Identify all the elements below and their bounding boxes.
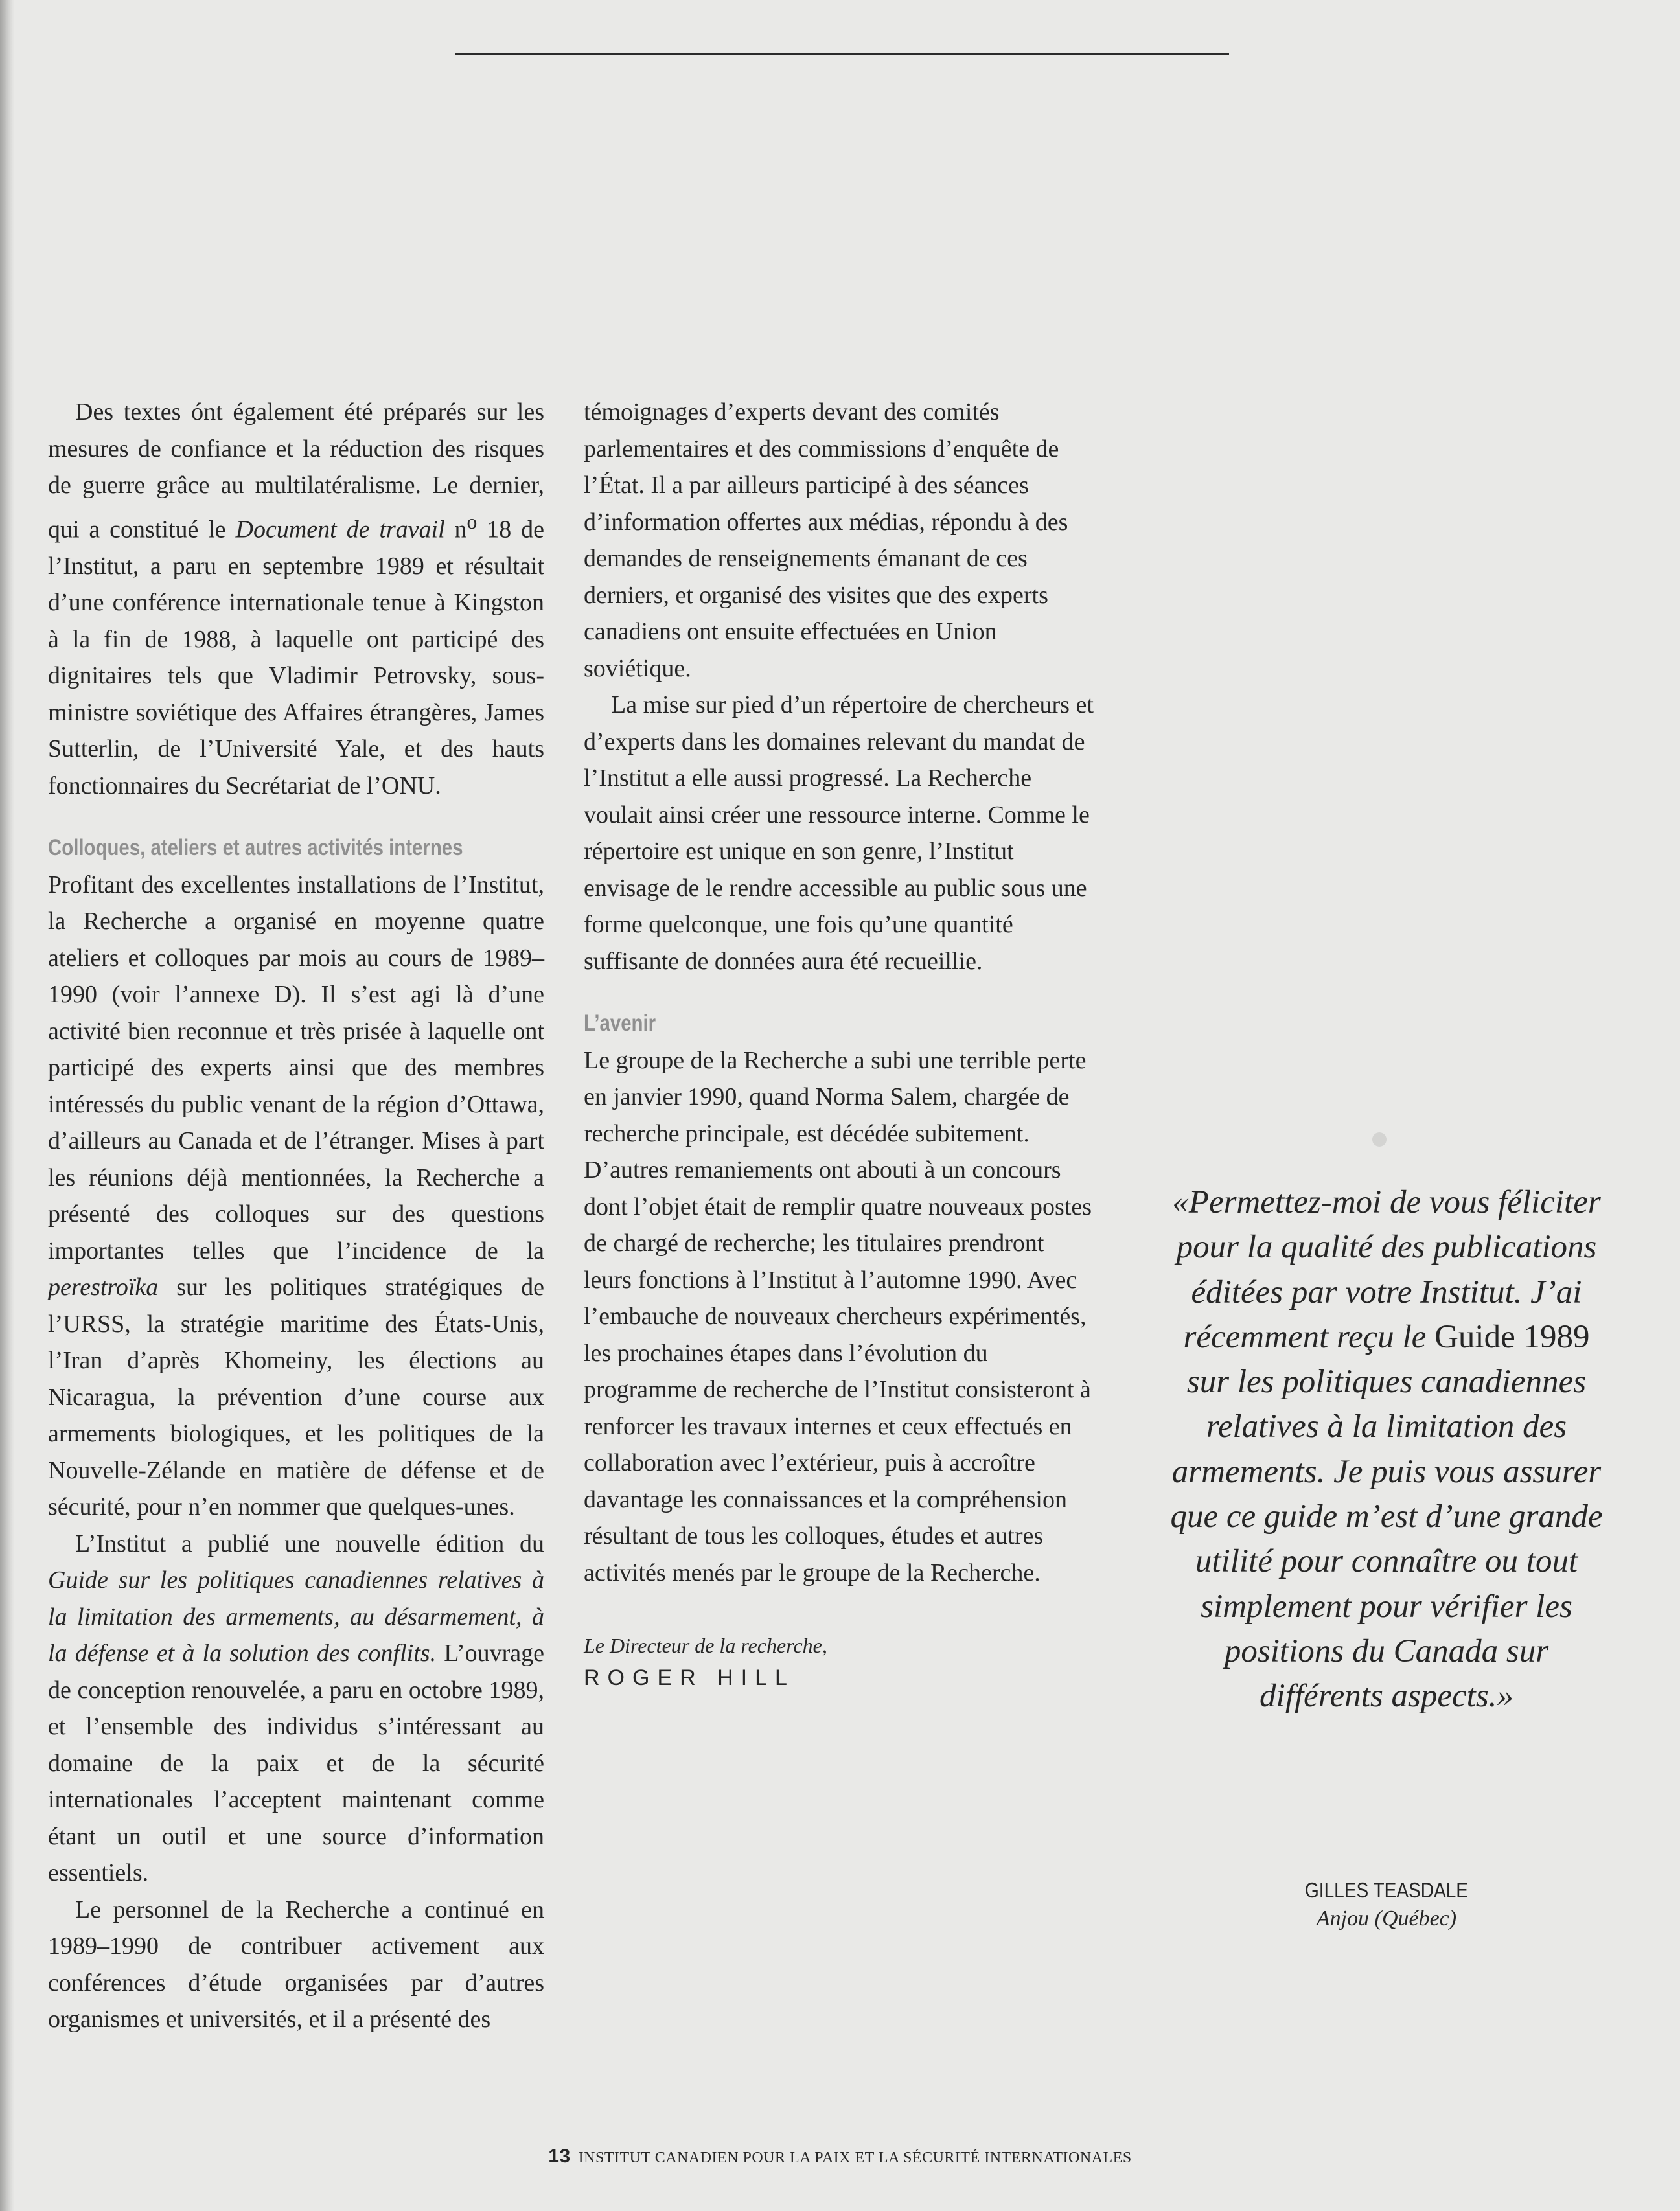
decorative-dot: [1372, 1132, 1387, 1147]
signature-role: Le Directeur de la recherche,: [584, 1634, 827, 1657]
signature-name: ROGER HILL: [584, 1666, 795, 1690]
pull-quote: «Permettez-moi de vous féliciter pour la qualité des publications éditées par votre Institut. J’ai récemment reçu le Guide 1989 sur les politiques canadiennes relatives à la limitation des armements. Je puis vous assurer que ce guide m’est d’une grande utilité pour connaître ou tout simplement pour vérifier les positions du Canada sur différents aspects.»: [1170, 1184, 1603, 1715]
paragraph: Le groupe de la Recherche a subi une terrible perte en janvier 1990, quand Norma Salem, chargée de recherche principale, est décédée subitement. D’autres remaniements ont abouti à un concours dont l’objet était de remplir quatre nouveaux postes de chargé de recherche; les titulaires prendront leurs fonctions à l’Institut à l’automne 1990. Avec l’embauche de nouveaux chercheurs expérimentés, les prochaines étapes dans l’évolution du programme de recherche de l’Institut consisteront à renforcer les travaux internes et ceux effectués en collaboration avec l’extérieur, puis à accroître davantage les connaissances et la compréhension résultant de tous les colloques, études et autres activités menés par le groupe de la Recherche.: [584, 1046, 1092, 1587]
quote-author: GILLES TEASDALE: [1304, 1878, 1469, 1902]
column-left: [48, 394, 544, 2038]
paragraph: La mise sur pied d’un répertoire de chercheurs et d’experts dans les domaines relevant du mandat de l’Institut a elle aussi progressé. La Recherche voulait ainsi créer une ressource interne. Comme le répertoire est unique en son genre, l’Institut envisage de le rendre accessible au public sous une forme quelconque, une fois qu’une quantité suffisante de données aura été recueillie.: [584, 691, 1094, 975]
footer-publisher: INSTITUT CANADIEN POUR LA PAIX ET LA SÉCURITÉ INTERNATIONALES: [578, 2149, 1132, 2166]
section-heading: Colloques, ateliers et autres activités internes: [48, 835, 463, 861]
paragraph: Profitant des excellentes installations de l’Institut, la Recherche a organisé en moyenne quatre ateliers et colloques par mois au cours de 1989–1990 (voir l’annexe D). Il s’est agi là d’une activité bien reconnue et très prisée à laquelle ont participé des experts ainsi que des membres intéressés du public venant de la région d’Ottawa, d’ailleurs au Canada et de l’étranger. Mises à part les réunions déjà mentionnées, la Recherche a présenté des colloques sur des questions importantes telles que l’incidence de la perestroïka sur les politiques stratégiques de l’URSS, la stratégie maritime des États-Unis, l’Iran d’après Khomeiny, les élections au Nicaragua, la prévention d’une course aux armements biologiques, et les politiques de la Nouvelle-Zélande en matière de défense et de sécurité, pour n’en nommer que quelques-unes.: [48, 871, 544, 1521]
quote-attribution: [1160, 1876, 1613, 1933]
paragraph: Des textes ónt également été préparés sur les mesures de confiance et la réduction des risques de guerre grâce au multilatéralisme. Le dernier, qui a constitué le Document de travail $n^o$ 18 de l’Institut, a paru en septembre 1989 et résultait d’une conférence internationale tenue à Kingston à la fin de 1988, à laquelle ont participé des dignitaires tels que Vladimir Petrovsky, sous-ministre soviétique des Affaires étrangères, James Sutterlin, de l’Université Yale, et des hauts fonctionnaires du Secrétariat de l’ONU.: [48, 398, 544, 799]
title-italic: Document de travail: [235, 516, 445, 544]
top-rule: [455, 53, 1229, 55]
paragraph: Le personnel de la Recherche a continué en 1989–1990 de contribuer activement aux conférences d’étude organisées par d’autres organismes et universités, et il a présenté des: [48, 1896, 544, 2033]
section-heading: L’avenir: [584, 1011, 656, 1036]
paragraph: L’Institut a publié une nouvelle édition du Guide sur les politiques canadiennes relatives à la limitation des armements, au désarmement, à la défense et à la solution des conflits. L’ouvrage de conception renouvelée, a paru en octobre 1989, et l’ensemble des individus s’intéressant au domaine de la paix et de la sécurité internationales l’acceptent maintenant comme étant un outil et une source d’information essentiels.: [48, 1529, 544, 1887]
page-footer: [0, 2144, 1680, 2171]
page-number: 13: [548, 2146, 571, 2167]
column-middle: [584, 394, 1096, 1692]
paragraph: témoignages d’experts devant des comités parlementaires et des commissions d’enquête de l’État. Il a par ailleurs participé à des séances d’information offertes aux médias, répondu à des demandes de renseignements émanant de ces derniers, et organisé des visites que des experts canadiens ont ensuite effectuées en Union soviétique.: [584, 398, 1068, 682]
page-edge-shadow: [0, 0, 14, 2211]
quote-place: Anjou (Québec): [1316, 1907, 1457, 1930]
